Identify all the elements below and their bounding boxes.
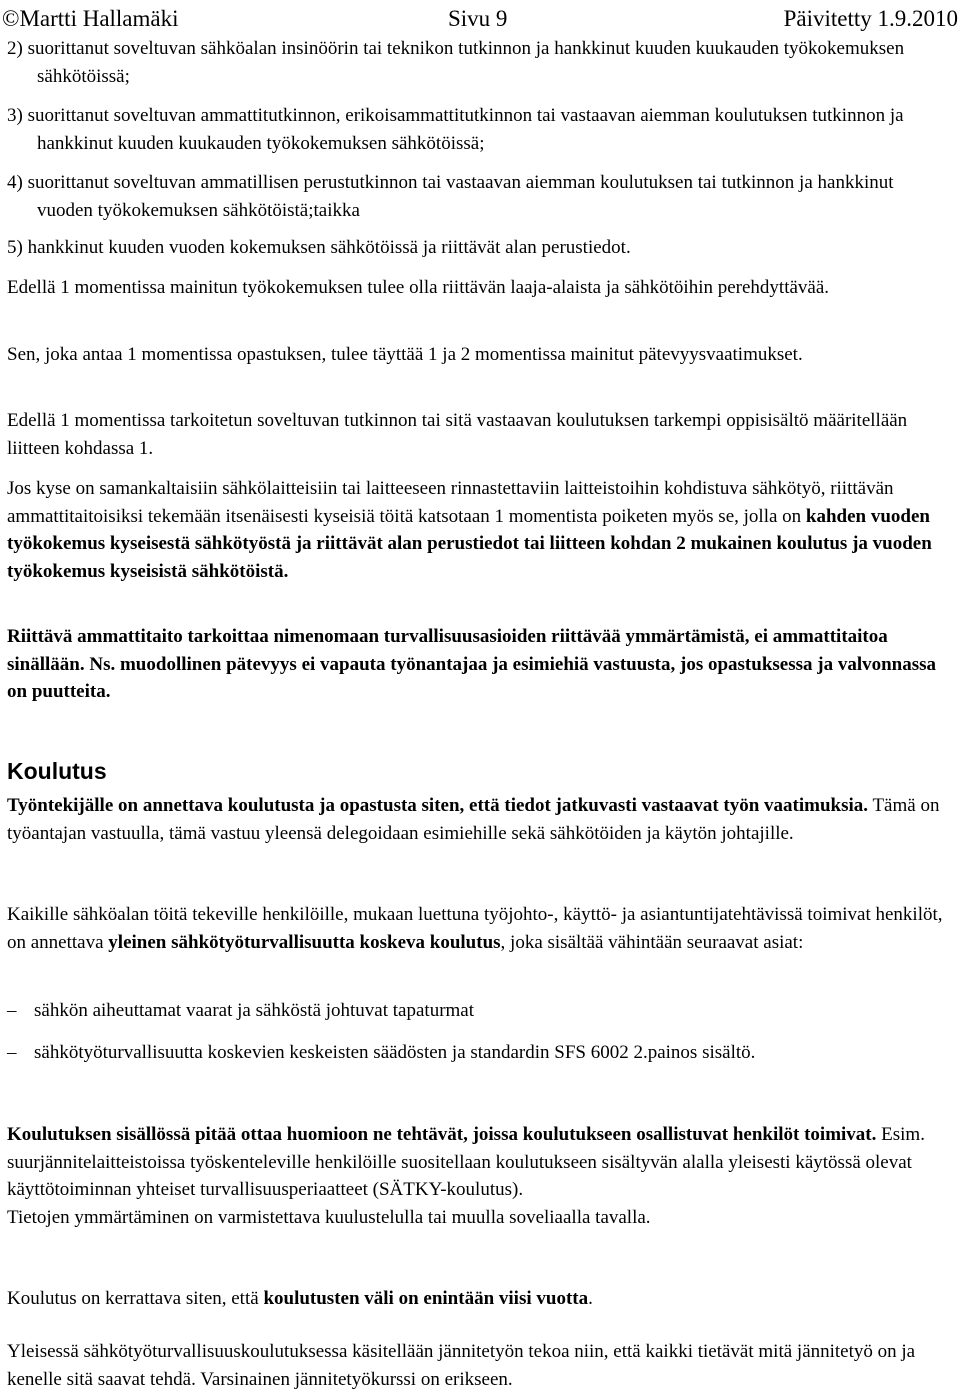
paragraph-general-safety-emphasis: yleinen sähkötyöturvallisuutta koskeva koulutus — [108, 931, 501, 953]
paragraph-live-work: Yleisessä sähkötyöturvallisuuskoulutuksessa käsitellään jännitetyön tekoa niin, että kaikki tietävät mitä jännitetyö on ja kenelle sitä saavat tehdä. Varsinainen jännitetyökurssi on erikseen. — [7, 1341, 916, 1390]
paragraph-training-verification: Tietojen ymmärtäminen on varmistettava kuulustelulla tai muulla soveliaalla tavalla. — [7, 1206, 651, 1228]
page-header — [2, 4, 958, 34]
paragraph-refresher-text-b: . — [588, 1288, 593, 1309]
header-updated-date: Päivitetty 1.9.2010 — [783, 6, 958, 31]
paragraph-similar-equipment-text: Jos kyse on samankaltaisiin sähkölaitteisiin tai laitteeseen rinnastettaviin laitteistoihin kohdistuva sähkötyö, riittävän ammattitaitoisiksi tekemään itsenäisesti kyseisiä töitä katsotaan 1 momentista poiketen myös se, jolla on — [7, 478, 894, 527]
paragraph-training-content-emphasis: Koulutuksen sisällössä pitää ottaa huomioon ne tehtävät, joissa koulutukseen osallistuvat henkilöt toimivat. — [7, 1124, 877, 1145]
paragraph-training-content-text: Esim. suurjännitelaitteistoissa työskenteleville henkilöille suositellaan koulutukseen sisältyvän alalla yleisesti käytössä olevat käyttötoiminnan yhteiset turvallisuusperiaatteet (SÄTKY-koulutus). — [7, 1124, 925, 1200]
paragraph-refresher-text-a: Koulutus on kerrattava siten, että — [7, 1288, 264, 1309]
bullet-text: sähkötyöturvallisuutta koskevien keskeisten säädösten ja standardin SFS 6002 2.painos sisältö. — [34, 1042, 756, 1063]
dash-marker: – — [7, 1042, 17, 1063]
paragraph-similar-equipment-emphasis: kahden vuoden työkokemus kyseisestä sähkötyöstä ja riittävät alan perustiedot tai liitteen kohdan 2 mukainen koulutus ja vuoden työkokemus kyseisistä sähkötöistä. — [7, 505, 932, 582]
paragraph-training-duty-emphasis: Työntekijälle on annettava koulutusta ja opastusta siten, että tiedot jatkuvasti vastaavat työn vaatimuksia. — [7, 795, 869, 816]
paragraph-general-safety-training — [7, 901, 953, 956]
paragraph-instructor-requirements: Sen, joka antaa 1 momentissa opastuksen, tulee täyttää 1 ja 2 momentissa mainitut pätevyysvaatimukset. — [7, 344, 803, 365]
bullet-item — [7, 997, 953, 1025]
list-item-2: 2) suorittanut soveltuvan sähköalan insinöörin tai teknikon tutkinnon ja hankkinut kuuden kuukauden työkokemuksen sähkötöissä; — [7, 38, 905, 87]
bullet-text: sähkön aiheuttamat vaarat ja sähköstä johtuvat tapaturmat — [34, 1000, 475, 1021]
paragraph-refresher-emphasis: koulutusten väli on enintään viisi vuotta — [263, 1288, 589, 1309]
paragraph-experience-scope: Edellä 1 momentissa mainitun työkokemuksen tulee olla riittävän laaja-alaista ja sähkötöihin perehdyttävää. — [7, 277, 830, 298]
paragraph-refresher-interval — [7, 1285, 953, 1313]
list-item-5: 5) hankkinut kuuden vuoden kokemuksen sähkötöissä ja riittävät alan perustiedot. — [7, 237, 631, 258]
paragraph-competence-emphasis: Riittävä ammattitaito tarkoittaa nimenomaan turvallisuusasioiden riittävää ymmärtämistä, ei ammattitaitoa sinällään. Ns. muodollinen pätevyys ei vapauta työnantajaa ja esimiehiä vastuusta, jos opastuksessa ja valvonnassa on puutteita. — [7, 626, 937, 702]
section-heading-koulutus: Koulutus — [7, 758, 107, 784]
dash-marker: – — [7, 1000, 17, 1021]
paragraph-training-duty — [7, 792, 953, 847]
bullet-item — [7, 1039, 953, 1067]
paragraph-general-safety-text-a: Kaikille sähköalan töitä tekeville henkilöille, mukaan luettuna työjohto-, käyttö- ja asiantuntijatehtävissä toimivat henkilöt, on annettava — [7, 904, 943, 953]
header-page-number: Sivu 9 — [448, 6, 508, 31]
paragraph-similar-equipment — [7, 475, 953, 585]
paragraph-degree-content: Edellä 1 momentissa tarkoitetun soveltuvan tutkinnon tai sitä vastaavan koulutuksen tarkempi oppisisältö määritellään liitteen kohdassa 1. — [7, 410, 908, 459]
paragraph-general-safety-text-b: , joka sisältää vähintään seuraavat asiat: — [500, 931, 804, 953]
paragraph-training-content — [7, 1121, 953, 1231]
paragraph-training-duty-text: Tämä on työantajan vastuulla, tämä vastuu yleensä delegoidaan esimiehille sekä sähkötöiden ja käytön johtajille. — [7, 795, 940, 844]
paragraph-competence-definition — [7, 623, 953, 706]
header-author: ©Martti Hallamäki — [2, 6, 179, 31]
list-item-4: 4) suorittanut soveltuvan ammatillisen perustutkinnon tai vastaavan aiemman koulutuksen tai tutkinnon ja hankkinut vuoden työkokemuksen sähkötöistä;taikka — [7, 172, 894, 221]
list-item-3: 3) suorittanut soveltuvan ammattitutkinnon, erikoisammattitutkinnon tai vastaavan aiemman koulutuksen tutkinnon ja hankkinut kuuden kuukauden työkokemuksen sähkötöissä; — [7, 105, 904, 154]
